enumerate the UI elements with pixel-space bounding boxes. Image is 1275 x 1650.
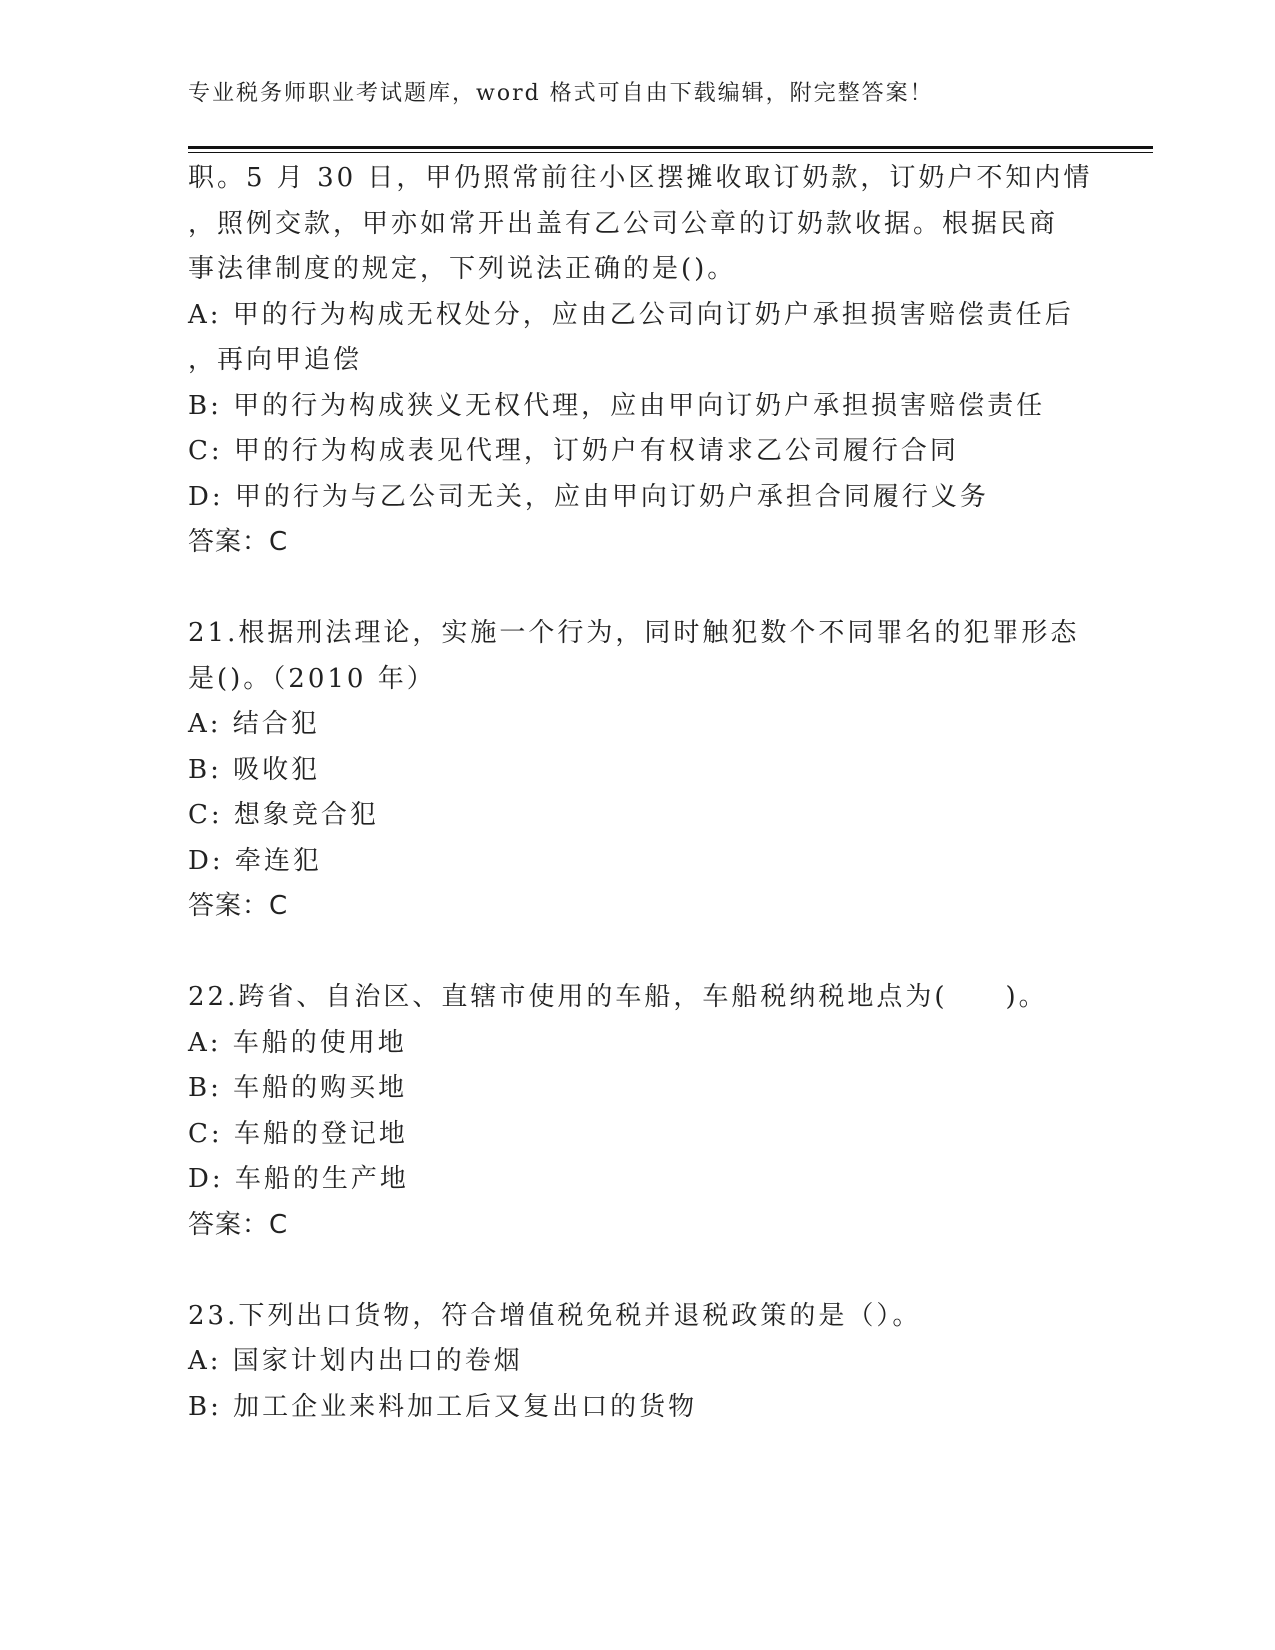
header-rule-thin [188,152,1153,153]
option-a: A: 甲的行为构成无权处分，应由乙公司向订奶户承担损害赔偿责任后 [188,299,1074,330]
question-stem-line: 是()。（2010 年） [188,663,436,694]
spacer [188,1248,1138,1294]
question-stem-line: 21.根据刑法理论，实施一个行为，同时触犯数个不同罪名的犯罪形态 [188,618,1080,648]
option-c: C: 车船的登记地 [188,1118,408,1149]
option-c: C: 想象竞合犯 [188,800,379,830]
question-21 [188,611,1138,930]
option-a: A: 国家计划内出口的卷烟 [188,1346,523,1376]
question-22 [188,975,1138,1248]
header-rule-thick [188,146,1153,149]
answer-line: 答案：C [188,527,289,557]
option-b: B: 车船的购买地 [188,1073,408,1103]
question-stem-line: 职。5 月 30 日，甲仍照常前往小区摆摊收取订奶款，订奶户不知内情 [188,163,1093,193]
question-stem-line: 事法律制度的规定，下列说法正确的是()。 [188,254,737,284]
option-b: B: 甲的行为构成狭义无权代理，应由甲向订奶户承担损害赔偿责任 [188,390,1046,421]
option-d: D: 牵连犯 [188,845,322,876]
question-20 [188,156,1138,566]
spacer [188,566,1138,612]
option-b: B: 加工企业来料加工后又复出口的货物 [188,1391,698,1422]
answer-line: 答案：C [188,891,289,921]
question-stem-line: ，照例交款，甲亦如常开出盖有乙公司公章的订奶款收据。根据民商 [188,208,1059,239]
option-a: A: 结合犯 [188,709,320,739]
option-d: D: 车船的生产地 [188,1164,409,1194]
option-c: C: 甲的行为构成表见代理，订奶户有权请求乙公司履行合同 [188,436,959,466]
answer-line: 答案：C [188,1209,289,1240]
question-stem-line: 23.下列出口货物，符合增值税免税并退税政策的是（）。 [188,1300,922,1331]
option-a-continued: ，再向甲追偿 [188,345,363,375]
question-23 [188,1294,1138,1431]
document-body [188,156,1138,1430]
option-d: D: 甲的行为与乙公司无关，应由甲向订奶户承担合同履行义务 [188,481,989,512]
option-a: A: 车船的使用地 [188,1027,407,1058]
spacer [188,930,1138,976]
page-header: 专业税务师职业考试题库，word 格式可自由下载编辑，附完整答案！ [188,81,934,106]
question-stem-line: 22.跨省、自治区、直辖市使用的车船，车船税纳税地点为( )。 [188,982,1048,1012]
option-b: B: 吸收犯 [188,754,321,785]
